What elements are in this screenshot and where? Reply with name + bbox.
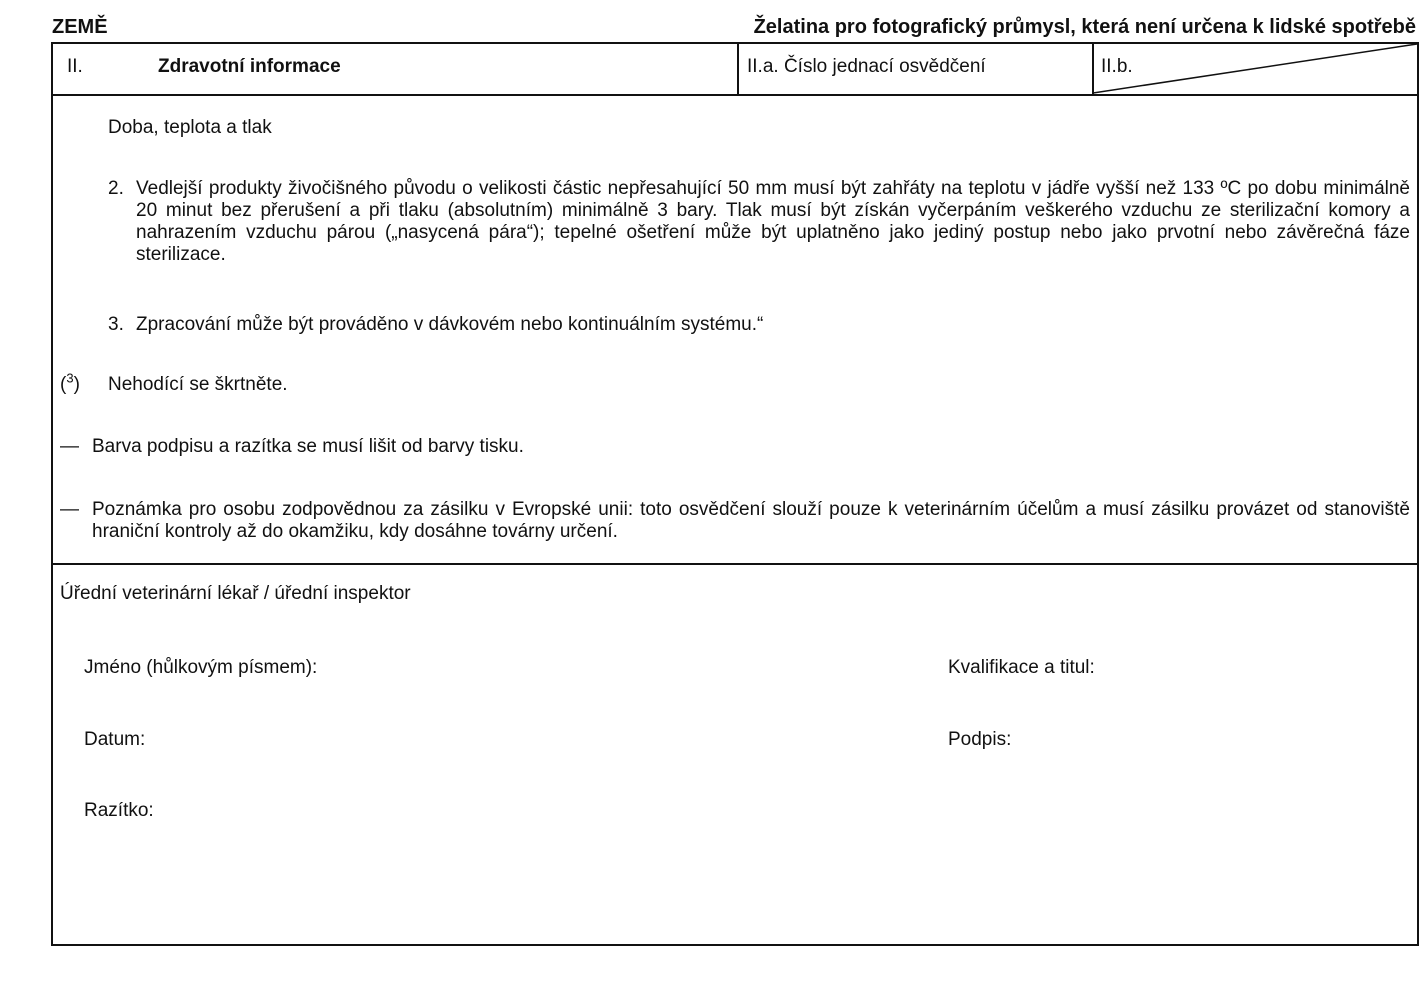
bullet-dash: — [60, 499, 79, 520]
section-title: Zdravotní informace [158, 56, 341, 77]
footnote-number: 3 [66, 370, 74, 386]
signature-field-label: Podpis: [948, 729, 1012, 750]
item-text: Zpracování může být prováděno v dávkovém nebo kontinuálním systému.“ [136, 314, 764, 335]
bullet-text: Barva podpisu a razítka se musí lišit od barvy tisku. [92, 436, 524, 457]
footnote-open: ( [60, 374, 67, 395]
bullet-text: Poznámka pro osobu zodpovědnou za zásilku v Evropské unii: toto osvědčení slouží pouze k veterinárním účelům a musí zásilku provázet od stanoviště hraniční kontroly až do okamžiku, kdy dosáhne továrny určení. [92, 499, 1410, 542]
item-number: 3. [108, 314, 124, 335]
date-field-label: Datum: [84, 729, 146, 750]
signature-section-divider [51, 563, 1419, 565]
intro-text: Doba, teplota a tlak [108, 117, 272, 138]
iib-diagonal-strike [1093, 43, 1419, 95]
footnote-text: Nehodící se škrtněte. [108, 374, 288, 395]
footnote-marker [60, 370, 80, 396]
officer-title: Úřední veterinární lékař / úřední inspektor [60, 583, 411, 604]
document-title: Želatina pro fotografický průmysl, která není určena k lidské spotřebě [753, 16, 1416, 38]
item-text: Vedlejší produkty živočišného původu o velikosti částic nepřesahující 50 mm musí být zahřáty na teplotu v jádře vyšší než 133 ºC po dobu minimálně 20 minut bez přerušení a při tlaku (absolutním) minimálně 3 bary. Tlak musí být získán vyčerpáním veškerého vzduchu ze sterilizační komory a nahrazením vzduchu párou („nasycená pára“); tepelné ošetření může být uplatněno jako jediný postup nebo jako prvotní nebo závěrečná fáze sterilizace. [136, 178, 1410, 265]
item-number: 2. [108, 178, 124, 199]
iib-label: II.b. [1101, 56, 1133, 77]
name-field-label: Jméno (hůlkovým písmem): [84, 657, 318, 678]
reference-number-label: II.a. Číslo jednací osvědčení [747, 56, 986, 77]
qualification-field-label: Kvalifikace a titul: [948, 657, 1095, 678]
bullet-dash: — [60, 436, 79, 457]
section-number: II. [67, 56, 83, 77]
stamp-field-label: Razítko: [84, 800, 154, 821]
country-label: ZEMĚ [52, 16, 108, 38]
footnote-close: ) [73, 374, 80, 395]
header-column-divider-1 [737, 43, 739, 95]
